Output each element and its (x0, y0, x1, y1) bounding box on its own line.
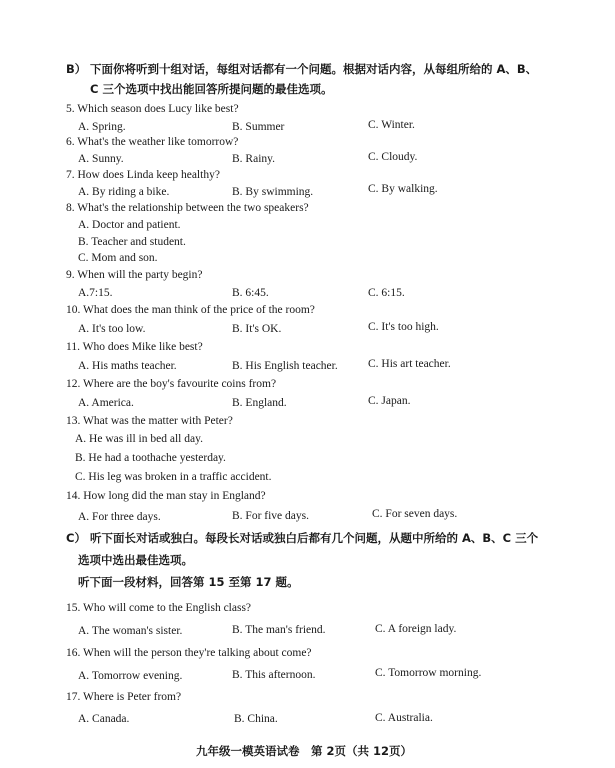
q11-option-b: B. His English teacher. (232, 360, 338, 372)
question-13: 13. What was the matter with Peter? (66, 415, 233, 427)
question-10: 10. What does the man think of the price of the room? (66, 304, 315, 316)
section-c-label: C） (66, 531, 86, 545)
q15-option-b: B. The man's friend. (232, 624, 326, 636)
question-16: 16. When will the person they're talking about come? (66, 647, 312, 659)
page-footer: 九年级一模英语试卷 第 2页（共 12页） (196, 744, 413, 758)
q17-option-b: B. China. (234, 713, 278, 725)
q15-option-c: C. A foreign lady. (375, 623, 457, 635)
q6-option-a: A. Sunny. (78, 153, 124, 165)
q8-option-a: A. Doctor and patient. (78, 219, 181, 231)
section-b-label: B） (66, 62, 87, 76)
question-8: 8. What's the relationship between the two speakers? (66, 202, 309, 214)
q12-option-b: B. England. (232, 397, 287, 409)
question-14: 14. How long did the man stay in England? (66, 490, 266, 502)
question-5: 5. Which season does Lucy like best? (66, 103, 239, 115)
q14-option-c: C. For seven days. (372, 508, 458, 520)
section-c-sub-instruction: 听下面一段材料，回答第 15 至第 17 题。 (78, 575, 299, 589)
q7-option-b: B. By swimming. (232, 186, 314, 198)
section-c-instruction-2: 选项中选出最佳选项。 (78, 553, 193, 567)
q6-option-c: C. Cloudy. (368, 151, 418, 163)
q9-option-a: A.7:15. (78, 287, 113, 299)
q8-option-c: C. Mom and son. (78, 252, 158, 264)
q11-option-c: C. His art teacher. (368, 358, 451, 370)
q10-option-a: A. It's too low. (78, 323, 146, 335)
q10-option-b: B. It's OK. (232, 323, 282, 335)
q10-option-c: C. It's too high. (368, 321, 439, 333)
q17-option-a: A. Canada. (78, 713, 130, 725)
q7-option-a: A. By riding a bike. (78, 186, 170, 198)
q13-option-c: C. His leg was broken in a traffic accident. (75, 471, 272, 483)
q12-option-a: A. America. (78, 397, 134, 409)
question-6: 6. What's the weather like tomorrow? (66, 136, 239, 148)
section-c-instruction-1: 听下面长对话或独白。每段长对话或独白后都有几个问题，从题中所给的 A、B、C 三个 (90, 531, 539, 545)
q5-option-a: A. Spring. (78, 121, 126, 133)
q7-option-c: C. By walking. (368, 183, 438, 195)
q8-option-b: B. Teacher and student. (78, 236, 186, 248)
question-15: 15. Who will come to the English class? (66, 602, 252, 614)
section-b-instruction-1: 下面你将听到十组对话，每组对话都有一个问题。根据对话内容，从每组所给的 A、B、 (90, 62, 538, 76)
q13-option-a: A. He was ill in bed all day. (75, 433, 203, 445)
question-9: 9. When will the party begin? (66, 269, 203, 281)
q9-option-b: B. 6:45. (232, 287, 269, 299)
q5-option-b: B. Summer (232, 121, 285, 133)
q14-option-b: B. For five days. (232, 510, 309, 522)
question-11: 11. Who does Mike like best? (66, 341, 203, 353)
q16-option-a: A. Tomorrow evening. (78, 670, 183, 682)
section-b-instruction-2: C 三个选项中找出能回答所提问题的最佳选项。 (90, 82, 333, 96)
q16-option-b: B. This afternoon. (232, 669, 316, 681)
q14-option-a: A. For three days. (78, 511, 161, 523)
q15-option-a: A. The woman's sister. (78, 625, 183, 637)
q11-option-a: A. His maths teacher. (78, 360, 177, 372)
q17-option-c: C. Australia. (375, 712, 433, 724)
q16-option-c: C. Tomorrow morning. (375, 667, 482, 679)
question-12: 12. Where are the boy's favourite coins from? (66, 378, 277, 390)
question-7: 7. How does Linda keep healthy? (66, 169, 220, 181)
q5-option-c: C. Winter. (368, 119, 415, 131)
q6-option-b: B. Rainy. (232, 153, 276, 165)
question-17: 17. Where is Peter from? (66, 691, 182, 703)
q12-option-c: C. Japan. (368, 395, 411, 407)
q9-option-c: C. 6:15. (368, 287, 405, 299)
q13-option-b: B. He had a toothache yesterday. (75, 452, 226, 464)
